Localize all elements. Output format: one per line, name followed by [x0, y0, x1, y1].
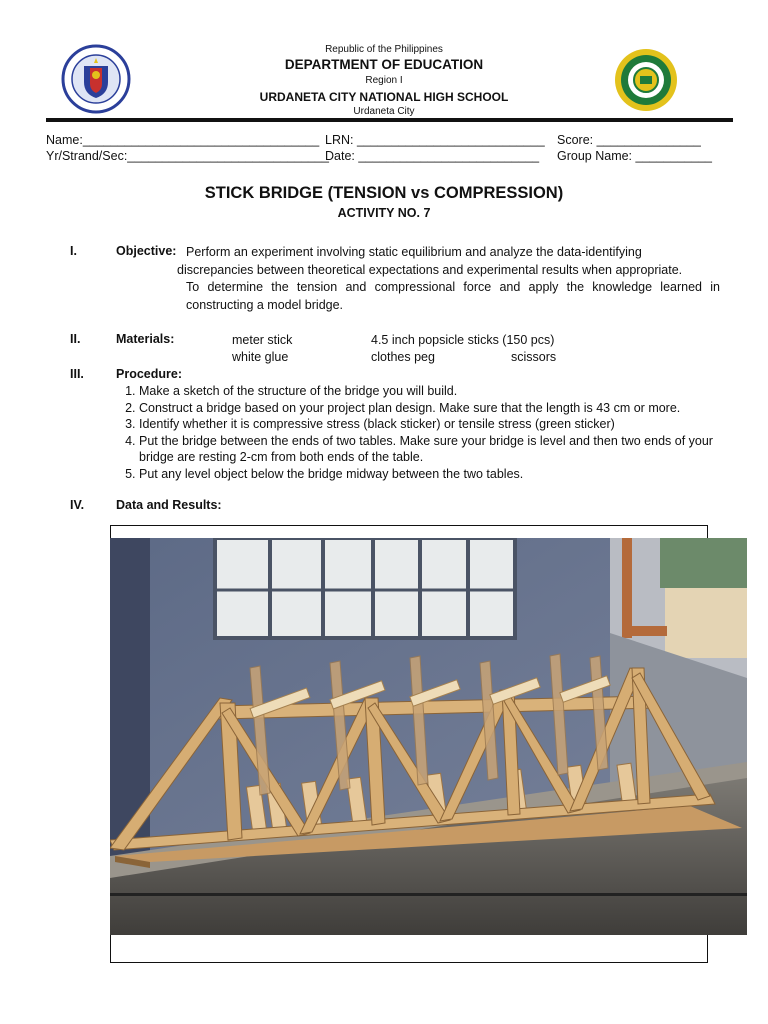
- objective-label: Objective:: [116, 244, 177, 258]
- bridge-photo: [110, 538, 747, 935]
- procedure-step: 2. Construct a bridge based on your project plan design. Make sure that the length is 43 cm or more.: [139, 400, 749, 417]
- header-divider: [46, 118, 733, 122]
- region-text: Region I: [365, 75, 403, 86]
- procedure-step: 3. Identify whether it is compressive stress (black sticker) or tensile stress (green sticker): [139, 416, 749, 433]
- school-seal-icon: [612, 48, 680, 112]
- objective-line-1: Perform an experiment involving static equilibrium and analyze the data-identifying: [186, 245, 642, 259]
- lrn-field[interactable]: LRN: ___________________________: [325, 133, 545, 147]
- procedure-label: Procedure:: [116, 367, 182, 381]
- name-field[interactable]: Name:__________________________________: [46, 133, 320, 147]
- objective-line-3: To determine the tension and compressional force and apply the knowledge learned in: [186, 280, 720, 294]
- republic-text: Republic of the Philippines: [325, 44, 443, 55]
- material-item: scissors: [511, 350, 557, 364]
- procedure-list: [116, 383, 749, 482]
- procedure-step: 4. Put the bridge between the ends of two tables. Make sure your bridge is level and then two ends of your bridge are resting 2-cm from both ends of the table.: [139, 433, 749, 466]
- activity-number: ACTIVITY NO. 7: [337, 206, 431, 220]
- material-item: 4.5 inch popsicle sticks (150 pcs): [371, 333, 555, 347]
- objective-line-4: constructing a model bridge.: [186, 298, 344, 312]
- results-label: Data and Results:: [116, 498, 222, 512]
- materials-label: Materials:: [116, 332, 175, 346]
- material-item: white glue: [232, 350, 289, 364]
- material-item: clothes peg: [371, 350, 435, 364]
- city-text: Urdaneta City: [353, 106, 415, 117]
- procedure-step: 5. Put any level object below the bridge midway between the two tables.: [139, 466, 749, 483]
- results-number: IV.: [70, 498, 85, 512]
- department-title: DEPARTMENT OF EDUCATION: [284, 57, 484, 72]
- school-name: URDANETA CITY NATIONAL HIGH SCHOOL: [259, 90, 509, 104]
- objective-number: I.: [70, 244, 77, 258]
- group-field[interactable]: Group Name: ___________: [557, 149, 712, 163]
- yr-strand-field[interactable]: Yr/Strand/Sec:_____________________________: [46, 149, 329, 163]
- procedure-step: 1. Make a sketch of the structure of the bridge you will build.: [139, 383, 749, 400]
- deped-seal-icon: [60, 44, 132, 114]
- materials-number: II.: [70, 332, 81, 346]
- material-item: meter stick: [232, 333, 293, 347]
- date-field[interactable]: Date: __________________________: [325, 149, 540, 163]
- procedure-number: III.: [70, 367, 84, 381]
- objective-line-2: discrepancies between theoretical expectations and experimental results when appropriate.: [177, 263, 683, 277]
- activity-title: STICK BRIDGE (TENSION vs COMPRESSION): [204, 184, 564, 202]
- score-field[interactable]: Score: _______________: [557, 133, 701, 147]
